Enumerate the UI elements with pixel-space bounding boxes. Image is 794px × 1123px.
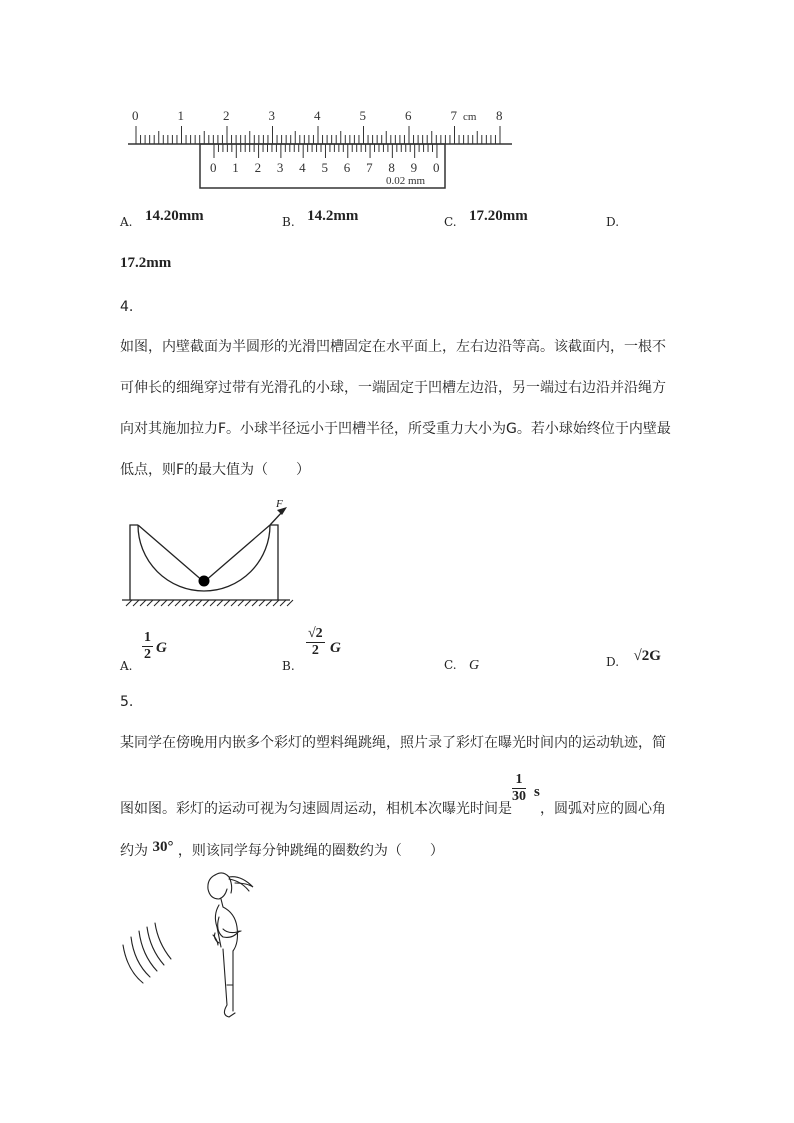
ground-hatch (287, 600, 293, 606)
main-scale-label: 3 (268, 108, 275, 123)
vernier-scale-label: 1 (232, 160, 239, 175)
vernier-caliper-figure (120, 100, 520, 195)
q4-line-4: 低点，则F的最大值为（ ） (120, 462, 311, 478)
q3-option-c[interactable]: C. 17.20mm (444, 208, 528, 229)
ground-hatch (238, 600, 244, 606)
ground-hatch (231, 600, 237, 606)
q5-number: 5. (120, 694, 134, 710)
q5-line-1: 某同学在傍晚用内嵌多个彩灯的塑料绳跳绳，照片录了彩灯在曝光时间内的运动轨迹，简 (120, 735, 666, 751)
vernier-scale-label: 6 (343, 160, 351, 175)
ground-hatch (273, 600, 279, 606)
q4-line-3: 向对其施加拉力F。小球半径远小于凹槽半径，所受重力大小为G。若小球始终位于内壁最 (120, 421, 671, 437)
q4-number: 4. (120, 299, 134, 315)
ground-hatch (126, 600, 132, 606)
ground-hatch (217, 600, 223, 606)
q4-line-2: 可伸长的细绳穿过带有光滑孔的小球，一端固定于凹槽左边沿，另一端过右边沿并沿绳方 (120, 380, 666, 396)
semicircle-groove-figure (120, 495, 295, 610)
q4-stem (120, 337, 680, 480)
ball (199, 576, 210, 587)
ground-hatch (147, 600, 153, 606)
ground-hatch (196, 600, 202, 606)
q3-option-b[interactable]: B. 14.2mm (282, 208, 359, 229)
ground-hatch (280, 600, 286, 606)
vernier-scale-label: 7 (366, 160, 373, 175)
q3-option-d-value[interactable]: 17.2mm (120, 255, 172, 271)
q4-option-c[interactable]: C. G (444, 658, 480, 673)
main-scale-label: 4 (314, 108, 321, 123)
main-scale-label: 0 (132, 108, 139, 123)
vernier-scale-label: 2 (254, 160, 262, 175)
ground-hatch (168, 600, 174, 606)
main-scale-label: 6 (405, 108, 412, 123)
ground-hatch (224, 600, 230, 606)
main-scale-unit: cm (463, 111, 477, 123)
vernier-scale-label: 3 (276, 160, 284, 175)
q3-option-d-letter[interactable]: D. (606, 215, 620, 229)
ground-hatch (161, 600, 167, 606)
vernier-scale-label: 8 (388, 160, 395, 175)
ground-hatch (203, 600, 209, 606)
ground-hatch (245, 600, 251, 606)
ground-hatch (182, 600, 188, 606)
vernier-scale-unit: 0.02 mm (386, 175, 426, 187)
rope-jumper-figure (115, 865, 275, 1030)
q4-option-d[interactable]: D. √2G (606, 648, 661, 669)
q5-line-3: 约为 30° ，则该同学每分钟跳绳的圈数约为（ ） (120, 839, 444, 859)
ground-hatch (133, 600, 139, 606)
ground-hatch (189, 600, 195, 606)
ground-hatch (266, 600, 272, 606)
ground-hatch (140, 600, 146, 606)
q3-option-a[interactable]: A. 14.20mm (120, 208, 204, 229)
vernier-scale-label: 0 (432, 160, 440, 175)
ground-hatch (252, 600, 258, 606)
main-scale-label: 5 (359, 108, 366, 123)
main-scale-label: 1 (177, 108, 184, 123)
q5-line-2: 图如图。彩灯的运动可视为匀速圆周运动，相机本次曝光时间是 $\frac{1}{30}$ s ，圆弧对应的圆心角 (120, 772, 666, 817)
vernier-scale-ticks (214, 144, 437, 158)
main-scale-label: 8 (496, 108, 503, 123)
ground-hatch (210, 600, 216, 606)
ground-hatch (259, 600, 265, 606)
vernier-scale-label: 9 (410, 160, 418, 175)
vernier-scale-label: 4 (299, 160, 306, 175)
q4-line-1: 如图，内壁截面为半圆形的光滑凹槽固定在水平面上，左右边沿等高。该截面内，一根不 (120, 339, 666, 355)
ground-hatch (154, 600, 160, 606)
exposure-time-fraction: $\frac{1}{30}$ (512, 772, 526, 804)
force-label-f: F (276, 498, 283, 510)
main-scale-ticks (136, 126, 500, 144)
main-scale-label: 2 (223, 108, 230, 123)
ground-hatch (175, 600, 181, 606)
vernier-scale-label: 5 (321, 160, 328, 175)
main-scale-label: 7 (450, 108, 457, 123)
vernier-scale-label: 0 (210, 160, 217, 175)
